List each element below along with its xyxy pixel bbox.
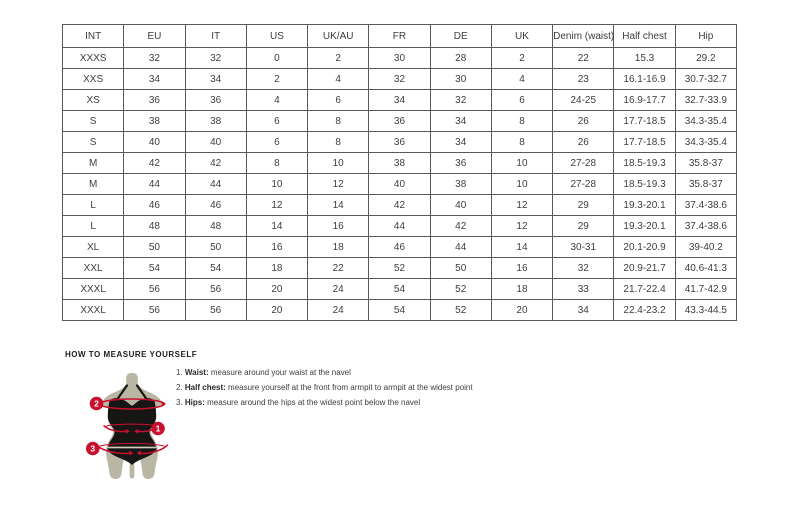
table-cell: 46 bbox=[185, 195, 246, 216]
table-cell: 32 bbox=[369, 69, 430, 90]
table-row bbox=[63, 153, 737, 174]
table-cell: 2 bbox=[491, 48, 552, 69]
instruction-label: Waist: bbox=[184, 368, 209, 377]
table-cell: 34 bbox=[430, 132, 491, 153]
measure-section-heading: HOW TO MEASURE YOURSELF bbox=[65, 350, 198, 359]
table-row bbox=[63, 132, 737, 153]
table-cell: 46 bbox=[124, 195, 185, 216]
table-cell: 56 bbox=[185, 300, 246, 321]
table-row bbox=[63, 279, 737, 300]
table-cell: 32.7-33.9 bbox=[675, 90, 736, 111]
table-cell: 16 bbox=[491, 258, 552, 279]
table-cell: 20.1-20.9 bbox=[614, 237, 675, 258]
table-header-cell: UK/AU bbox=[308, 25, 369, 48]
table-row bbox=[63, 216, 737, 237]
table-cell: 33 bbox=[553, 279, 614, 300]
table-cell: 22.4-23.2 bbox=[614, 300, 675, 321]
table-cell: 24 bbox=[308, 300, 369, 321]
table-cell: 34 bbox=[553, 300, 614, 321]
table-cell: 16.9-17.7 bbox=[614, 90, 675, 111]
instruction-label: Hips: bbox=[184, 398, 205, 407]
table-cell: 14 bbox=[491, 237, 552, 258]
table-row bbox=[63, 195, 737, 216]
table-cell: XS bbox=[63, 90, 124, 111]
table-cell: 32 bbox=[185, 48, 246, 69]
table-cell: 48 bbox=[185, 216, 246, 237]
table-cell: 14 bbox=[308, 195, 369, 216]
table-cell: 38 bbox=[185, 111, 246, 132]
table-header-cell: FR bbox=[369, 25, 430, 48]
table-row bbox=[63, 69, 737, 90]
table-cell: 32 bbox=[430, 90, 491, 111]
instruction-text: measure around your waist at the navel bbox=[208, 368, 351, 377]
measure-instruction-hips bbox=[176, 399, 473, 407]
table-cell: 27-28 bbox=[553, 153, 614, 174]
table-header-cell: US bbox=[246, 25, 307, 48]
table-cell: 10 bbox=[308, 153, 369, 174]
table-cell: 12 bbox=[246, 195, 307, 216]
table-header-row bbox=[63, 25, 737, 48]
table-cell: 36 bbox=[185, 90, 246, 111]
table-cell: 12 bbox=[491, 216, 552, 237]
table-header-cell: Denim (waist) bbox=[553, 25, 614, 48]
table-cell: 37.4-38.6 bbox=[675, 195, 736, 216]
table-cell: M bbox=[63, 174, 124, 195]
table-cell: 29 bbox=[553, 195, 614, 216]
table-cell: 42 bbox=[430, 216, 491, 237]
table-cell: 10 bbox=[491, 174, 552, 195]
table-cell: 34.3-35.4 bbox=[675, 111, 736, 132]
table-cell: 16 bbox=[246, 237, 307, 258]
table-cell: 0 bbox=[246, 48, 307, 69]
measure-instructions-list bbox=[176, 369, 473, 414]
badge-3-number: 3 bbox=[90, 443, 96, 454]
table-cell: 6 bbox=[246, 111, 307, 132]
table-cell: 32 bbox=[553, 258, 614, 279]
table-cell: 2 bbox=[308, 48, 369, 69]
table-row bbox=[63, 258, 737, 279]
table-cell: 19.3-20.1 bbox=[614, 216, 675, 237]
table-cell: 40 bbox=[369, 174, 430, 195]
table-cell: 14 bbox=[246, 216, 307, 237]
table-row bbox=[63, 300, 737, 321]
table-cell: 18 bbox=[246, 258, 307, 279]
table-cell: 43.3-44.5 bbox=[675, 300, 736, 321]
table-cell: 39-40.2 bbox=[675, 237, 736, 258]
table-cell: 4 bbox=[491, 69, 552, 90]
table-cell: 18.5-19.3 bbox=[614, 153, 675, 174]
table-cell: XL bbox=[63, 237, 124, 258]
table-cell: 48 bbox=[124, 216, 185, 237]
table-cell: 40 bbox=[185, 132, 246, 153]
table-cell: 8 bbox=[308, 111, 369, 132]
table-cell: 54 bbox=[124, 258, 185, 279]
table-cell: 29 bbox=[553, 216, 614, 237]
table-row bbox=[63, 237, 737, 258]
table-cell: 52 bbox=[430, 300, 491, 321]
table-cell: 16 bbox=[308, 216, 369, 237]
table-cell: 17.7-18.5 bbox=[614, 111, 675, 132]
table-header-cell: Hip bbox=[675, 25, 736, 48]
table-cell: XXXL bbox=[63, 279, 124, 300]
table-cell: 54 bbox=[369, 300, 430, 321]
table-header-cell: INT bbox=[63, 25, 124, 48]
table-cell: XXS bbox=[63, 69, 124, 90]
table-header-cell: UK bbox=[491, 25, 552, 48]
table-cell: 24-25 bbox=[553, 90, 614, 111]
table-cell: 54 bbox=[369, 279, 430, 300]
table-cell: 6 bbox=[246, 132, 307, 153]
table-cell: 56 bbox=[185, 279, 246, 300]
table-row bbox=[63, 90, 737, 111]
table-cell: 18 bbox=[491, 279, 552, 300]
table-cell: 52 bbox=[430, 279, 491, 300]
table-cell: 4 bbox=[246, 90, 307, 111]
table-cell: 8 bbox=[308, 132, 369, 153]
table-cell: 38 bbox=[430, 174, 491, 195]
table-cell: S bbox=[63, 111, 124, 132]
size-conversion-table bbox=[62, 24, 737, 321]
table-cell: XXL bbox=[63, 258, 124, 279]
table-cell: 36 bbox=[369, 111, 430, 132]
table-cell: 44 bbox=[430, 237, 491, 258]
table-cell: 52 bbox=[369, 258, 430, 279]
table-row bbox=[63, 111, 737, 132]
table-cell: 20 bbox=[246, 300, 307, 321]
table-cell: 4 bbox=[308, 69, 369, 90]
table-cell: L bbox=[63, 216, 124, 237]
table-cell: 35.8-37 bbox=[675, 153, 736, 174]
table-header-cell: IT bbox=[185, 25, 246, 48]
table-cell: 42 bbox=[369, 195, 430, 216]
table-cell: 12 bbox=[491, 195, 552, 216]
measurement-mannequin-figure bbox=[83, 372, 183, 484]
table-cell: 44 bbox=[369, 216, 430, 237]
table-cell: 12 bbox=[308, 174, 369, 195]
instruction-number: 1. bbox=[176, 368, 183, 377]
table-cell: 2 bbox=[246, 69, 307, 90]
table-cell: 42 bbox=[124, 153, 185, 174]
table-cell: XXXL bbox=[63, 300, 124, 321]
table-cell: 56 bbox=[124, 279, 185, 300]
table-header-cell: Half chest bbox=[614, 25, 675, 48]
table-cell: 41.7-42.9 bbox=[675, 279, 736, 300]
table-cell: 20 bbox=[246, 279, 307, 300]
table-cell: 28 bbox=[430, 48, 491, 69]
table-cell: S bbox=[63, 132, 124, 153]
table-cell: 8 bbox=[491, 111, 552, 132]
table-cell: 29.2 bbox=[675, 48, 736, 69]
table-cell: 42 bbox=[185, 153, 246, 174]
table-cell: 32 bbox=[124, 48, 185, 69]
table-cell: XXXS bbox=[63, 48, 124, 69]
table-cell: 22 bbox=[553, 48, 614, 69]
table-header-cell: EU bbox=[124, 25, 185, 48]
instruction-text: measure yourself at the front from armpit to armpit at the widest point bbox=[225, 383, 473, 392]
table-cell: 15.3 bbox=[614, 48, 675, 69]
table-cell: 38 bbox=[369, 153, 430, 174]
table-cell: 8 bbox=[491, 132, 552, 153]
table-cell: 36 bbox=[369, 132, 430, 153]
table-cell: 20.9-21.7 bbox=[614, 258, 675, 279]
table-cell: 50 bbox=[124, 237, 185, 258]
table-cell: 34 bbox=[185, 69, 246, 90]
table-cell: 19.3-20.1 bbox=[614, 195, 675, 216]
table-cell: 10 bbox=[246, 174, 307, 195]
badge-2-number: 2 bbox=[94, 398, 99, 409]
table-cell: 36 bbox=[430, 153, 491, 174]
size-table-body bbox=[63, 48, 737, 321]
table-cell: 34 bbox=[430, 111, 491, 132]
table-cell: 26 bbox=[553, 132, 614, 153]
table-cell: M bbox=[63, 153, 124, 174]
badge-1-number: 1 bbox=[155, 423, 161, 434]
table-cell: 18.5-19.3 bbox=[614, 174, 675, 195]
table-cell: 20 bbox=[491, 300, 552, 321]
table-cell: 23 bbox=[553, 69, 614, 90]
measure-instruction-waist bbox=[176, 369, 473, 377]
instruction-number: 3. bbox=[176, 398, 183, 407]
table-cell: 34 bbox=[369, 90, 430, 111]
table-cell: 10 bbox=[491, 153, 552, 174]
table-cell: 56 bbox=[124, 300, 185, 321]
measure-instruction-half-chest bbox=[176, 384, 473, 392]
table-cell: 26 bbox=[553, 111, 614, 132]
table-cell: 40 bbox=[124, 132, 185, 153]
table-cell: 30 bbox=[369, 48, 430, 69]
table-cell: 16.1-16.9 bbox=[614, 69, 675, 90]
table-cell: 34.3-35.4 bbox=[675, 132, 736, 153]
table-cell: 22 bbox=[308, 258, 369, 279]
table-cell: 50 bbox=[430, 258, 491, 279]
table-cell: 6 bbox=[308, 90, 369, 111]
table-cell: 44 bbox=[124, 174, 185, 195]
instruction-label: Half chest: bbox=[184, 383, 226, 392]
table-cell: 38 bbox=[124, 111, 185, 132]
table-cell: 46 bbox=[369, 237, 430, 258]
table-row bbox=[63, 174, 737, 195]
table-cell: 54 bbox=[185, 258, 246, 279]
table-cell: 24 bbox=[308, 279, 369, 300]
instruction-number: 2. bbox=[176, 383, 183, 392]
table-cell: 27-28 bbox=[553, 174, 614, 195]
instruction-text: measure around the hips at the widest point below the navel bbox=[204, 398, 421, 407]
table-cell: 18 bbox=[308, 237, 369, 258]
table-cell: 30 bbox=[430, 69, 491, 90]
table-cell: 8 bbox=[246, 153, 307, 174]
table-header-cell: DE bbox=[430, 25, 491, 48]
table-cell: 40.6-41.3 bbox=[675, 258, 736, 279]
table-cell: 30.7-32.7 bbox=[675, 69, 736, 90]
table-cell: L bbox=[63, 195, 124, 216]
table-row bbox=[63, 48, 737, 69]
table-cell: 6 bbox=[491, 90, 552, 111]
table-cell: 30-31 bbox=[553, 237, 614, 258]
table-cell: 34 bbox=[124, 69, 185, 90]
table-cell: 36 bbox=[124, 90, 185, 111]
table-cell: 35.8-37 bbox=[675, 174, 736, 195]
table-cell: 50 bbox=[185, 237, 246, 258]
table-cell: 40 bbox=[430, 195, 491, 216]
table-cell: 44 bbox=[185, 174, 246, 195]
table-cell: 17.7-18.5 bbox=[614, 132, 675, 153]
table-cell: 21.7-22.4 bbox=[614, 279, 675, 300]
table-cell: 37.4-38.6 bbox=[675, 216, 736, 237]
